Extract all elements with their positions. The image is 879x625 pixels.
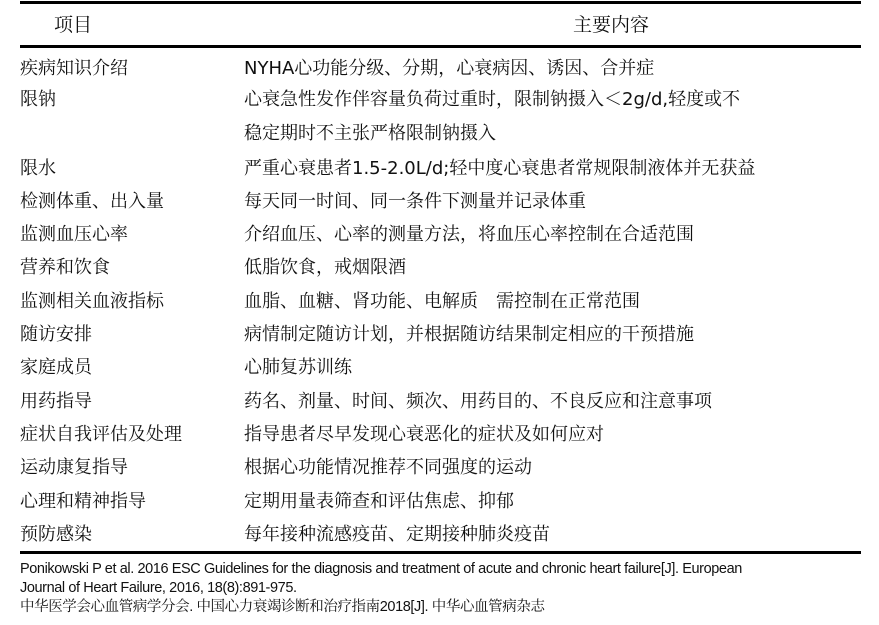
table-row [20,83,861,150]
table-row [20,316,861,349]
row-item: 限水 [20,157,56,179]
row-content: 病情制定随访计划，并根据随访结果制定相应的干预措施 [244,324,694,346]
reference-line: Ponikowski P et al. 2016 ESC Guidelines for the diagnosis and treatment of acute and chronic heart failure[J]. European [20,561,742,577]
table-row [20,383,861,416]
row-content: 介绍血压、心率的测量方法，将血压心率控制在合适范围 [244,224,694,246]
row-item: 预防感染 [20,523,92,545]
table-bottom-rule [20,551,861,554]
reference-line: Journal of Heart Failure, 2016, 18(8):891-975. [20,580,297,596]
row-content: 根据心功能情况推荐不同强度的运动 [244,457,532,479]
table-row [20,150,861,183]
row-content: 每年接种流感疫苗、定期接种肺炎疫苗 [244,523,550,545]
row-item: 检测体重、出入量 [20,190,164,212]
references [20,560,870,617]
reference-line: 中华医学会心血管病学分会. 中国心力衰竭诊断和治疗指南2018[J]. 中华心血管病杂志 [20,599,545,615]
row-content: 每天同一时间、同一条件下测量并记录体重 [244,190,586,212]
row-item: 限钠 [20,89,56,111]
table-row [20,216,861,249]
table-row [20,416,861,449]
row-item: 疾病知识介绍 [20,57,128,79]
row-content: 指导患者尽早发现心衰恶化的症状及如何应对 [244,423,604,445]
row-item: 症状自我评估及处理 [20,423,182,445]
row-content: 严重心衰患者1.5-2.0L/d;轻中度心衰患者常规限制液体并无获益 [244,157,756,179]
table-row [20,450,861,483]
table-row [20,483,861,516]
table-row [20,183,861,216]
row-item: 心理和精神指导 [20,490,146,512]
table-top-rule [20,1,861,4]
row-item: 营养和饮食 [20,257,110,279]
row-content [244,83,861,150]
row-item: 用药指导 [20,390,92,412]
header-content: 主要内容 [573,14,650,36]
table-row [20,516,861,549]
row-content: 血脂、血糖、肾功能、电解质 需控制在正常范围 [244,290,640,312]
row-item: 监测相关血液指标 [20,290,164,312]
table-row [20,50,861,83]
table-row [20,283,861,316]
row-content: 心肺复苏训练 [244,357,352,379]
table-row [20,250,861,283]
row-content: 低脂饮食，戒烟限酒 [244,257,406,279]
row-content-line: 稳定期时不主张严格限制钠摄入 [244,122,496,144]
row-item: 随访安排 [20,324,92,346]
row-item: 监测血压心率 [20,224,128,246]
row-item: 家庭成员 [20,357,92,379]
row-content: 药名、剂量、时间、频次、用药目的、不良反应和注意事项 [244,390,712,412]
table-header-rule [20,45,861,48]
row-content: NYHA心功能分级、分期，心衰病因、诱因、合并症 [244,57,655,79]
table-body [20,50,861,549]
table-row [20,350,861,383]
row-item: 运动康复指导 [20,457,128,479]
row-content-line: 心衰急性发作伴容量负荷过重时，限制钠摄入＜2g/d,轻度或不 [244,89,741,111]
row-content: 定期用量表筛查和评估焦虑、抑郁 [244,490,514,512]
header-item: 项目 [54,14,93,36]
